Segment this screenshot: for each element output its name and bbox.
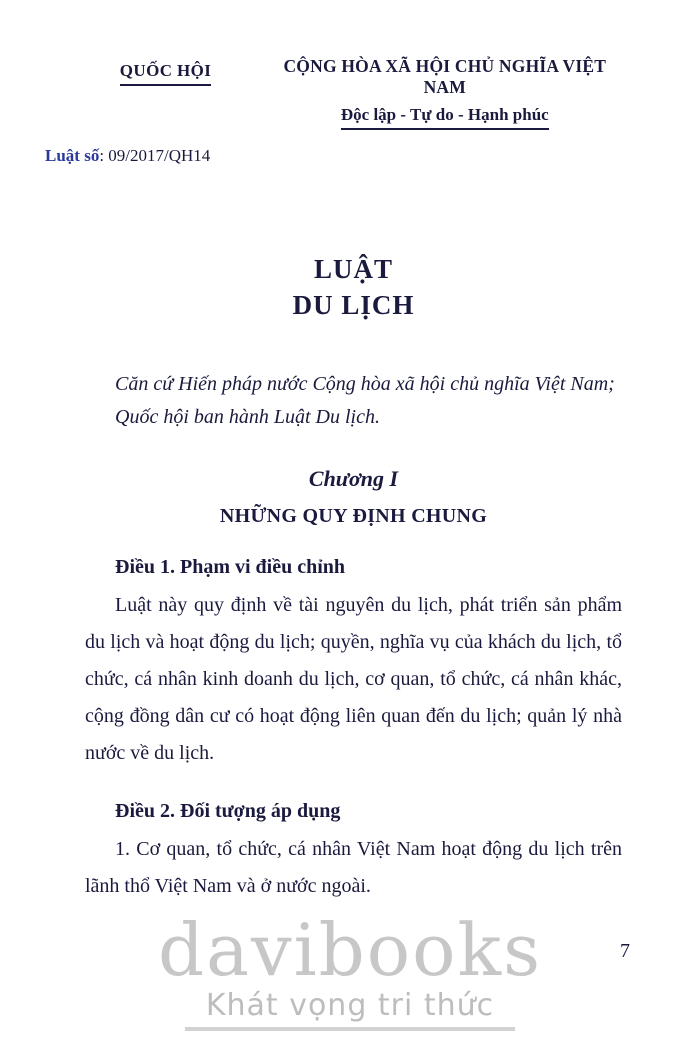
law-number-value: : 09/2017/QH14: [99, 146, 211, 165]
watermark-rule: [185, 1027, 515, 1031]
watermark-brand: davibooks: [157, 908, 543, 992]
law-title-line2: DU LỊCH: [292, 289, 415, 320]
article-1-heading: Điều 1. Phạm vi điều chỉnh: [115, 555, 346, 578]
document-header: [85, 56, 622, 130]
issuing-authority-title: QUỐC HỘI: [120, 61, 212, 86]
article-2-heading: Điều 2. Đối tượng áp dụng: [115, 799, 341, 822]
preamble-paragraph: Quốc hội ban hành Luật Du lịch.: [115, 405, 380, 428]
article-1-body: [85, 587, 622, 772]
chapter-title: NHỮNG QUY ĐỊNH CHUNG: [219, 504, 488, 527]
national-motto: Độc lập - Tự do - Hạnh phúc: [341, 105, 549, 130]
watermark-tagline: Khát vọng tri thức: [205, 988, 495, 1023]
article-2-body: [85, 831, 622, 905]
chapter-heading: [85, 466, 622, 528]
law-number-line: [45, 146, 622, 166]
article-1-paragraph: Luật này quy định về tài nguyên du lịch, phát triển sản phẩm du lịch và hoạt động du lịch; quyền, nghĩa vụ của khách du lịch, tổ chức, cá nhân kinh doanh du lịch, cơ quan, tổ chức, cá nhân khác, cộng đồng dân cư có hoạt động liên quan đến du lịch; quản lý nhà nước về du lịch.: [85, 593, 622, 764]
article-2: [85, 800, 622, 905]
law-number-label: Luật số: [45, 146, 100, 165]
national-header-block: [268, 56, 622, 130]
chapter-label: Chương I: [308, 465, 399, 491]
law-title-line1: LUẬT: [313, 254, 393, 284]
page-number: 7: [620, 940, 630, 962]
preamble-paragraph: Căn cứ Hiến pháp nước Cộng hòa xã hội chủ nghĩa Việt Nam;: [115, 372, 615, 395]
issuing-authority-block: [85, 56, 246, 86]
preamble: [85, 368, 622, 434]
national-title: CỘNG HÒA XÃ HỘI CHỦ NGHĨA VIỆT NAM: [283, 56, 607, 97]
article-2-paragraph: 1. Cơ quan, tổ chức, cá nhân Việt Nam hoạt động du lịch trên lãnh thổ Việt Nam và ở nước ngoài.: [85, 837, 622, 897]
article-1: [85, 556, 622, 772]
watermark: [0, 908, 700, 1031]
law-title: [85, 252, 622, 324]
